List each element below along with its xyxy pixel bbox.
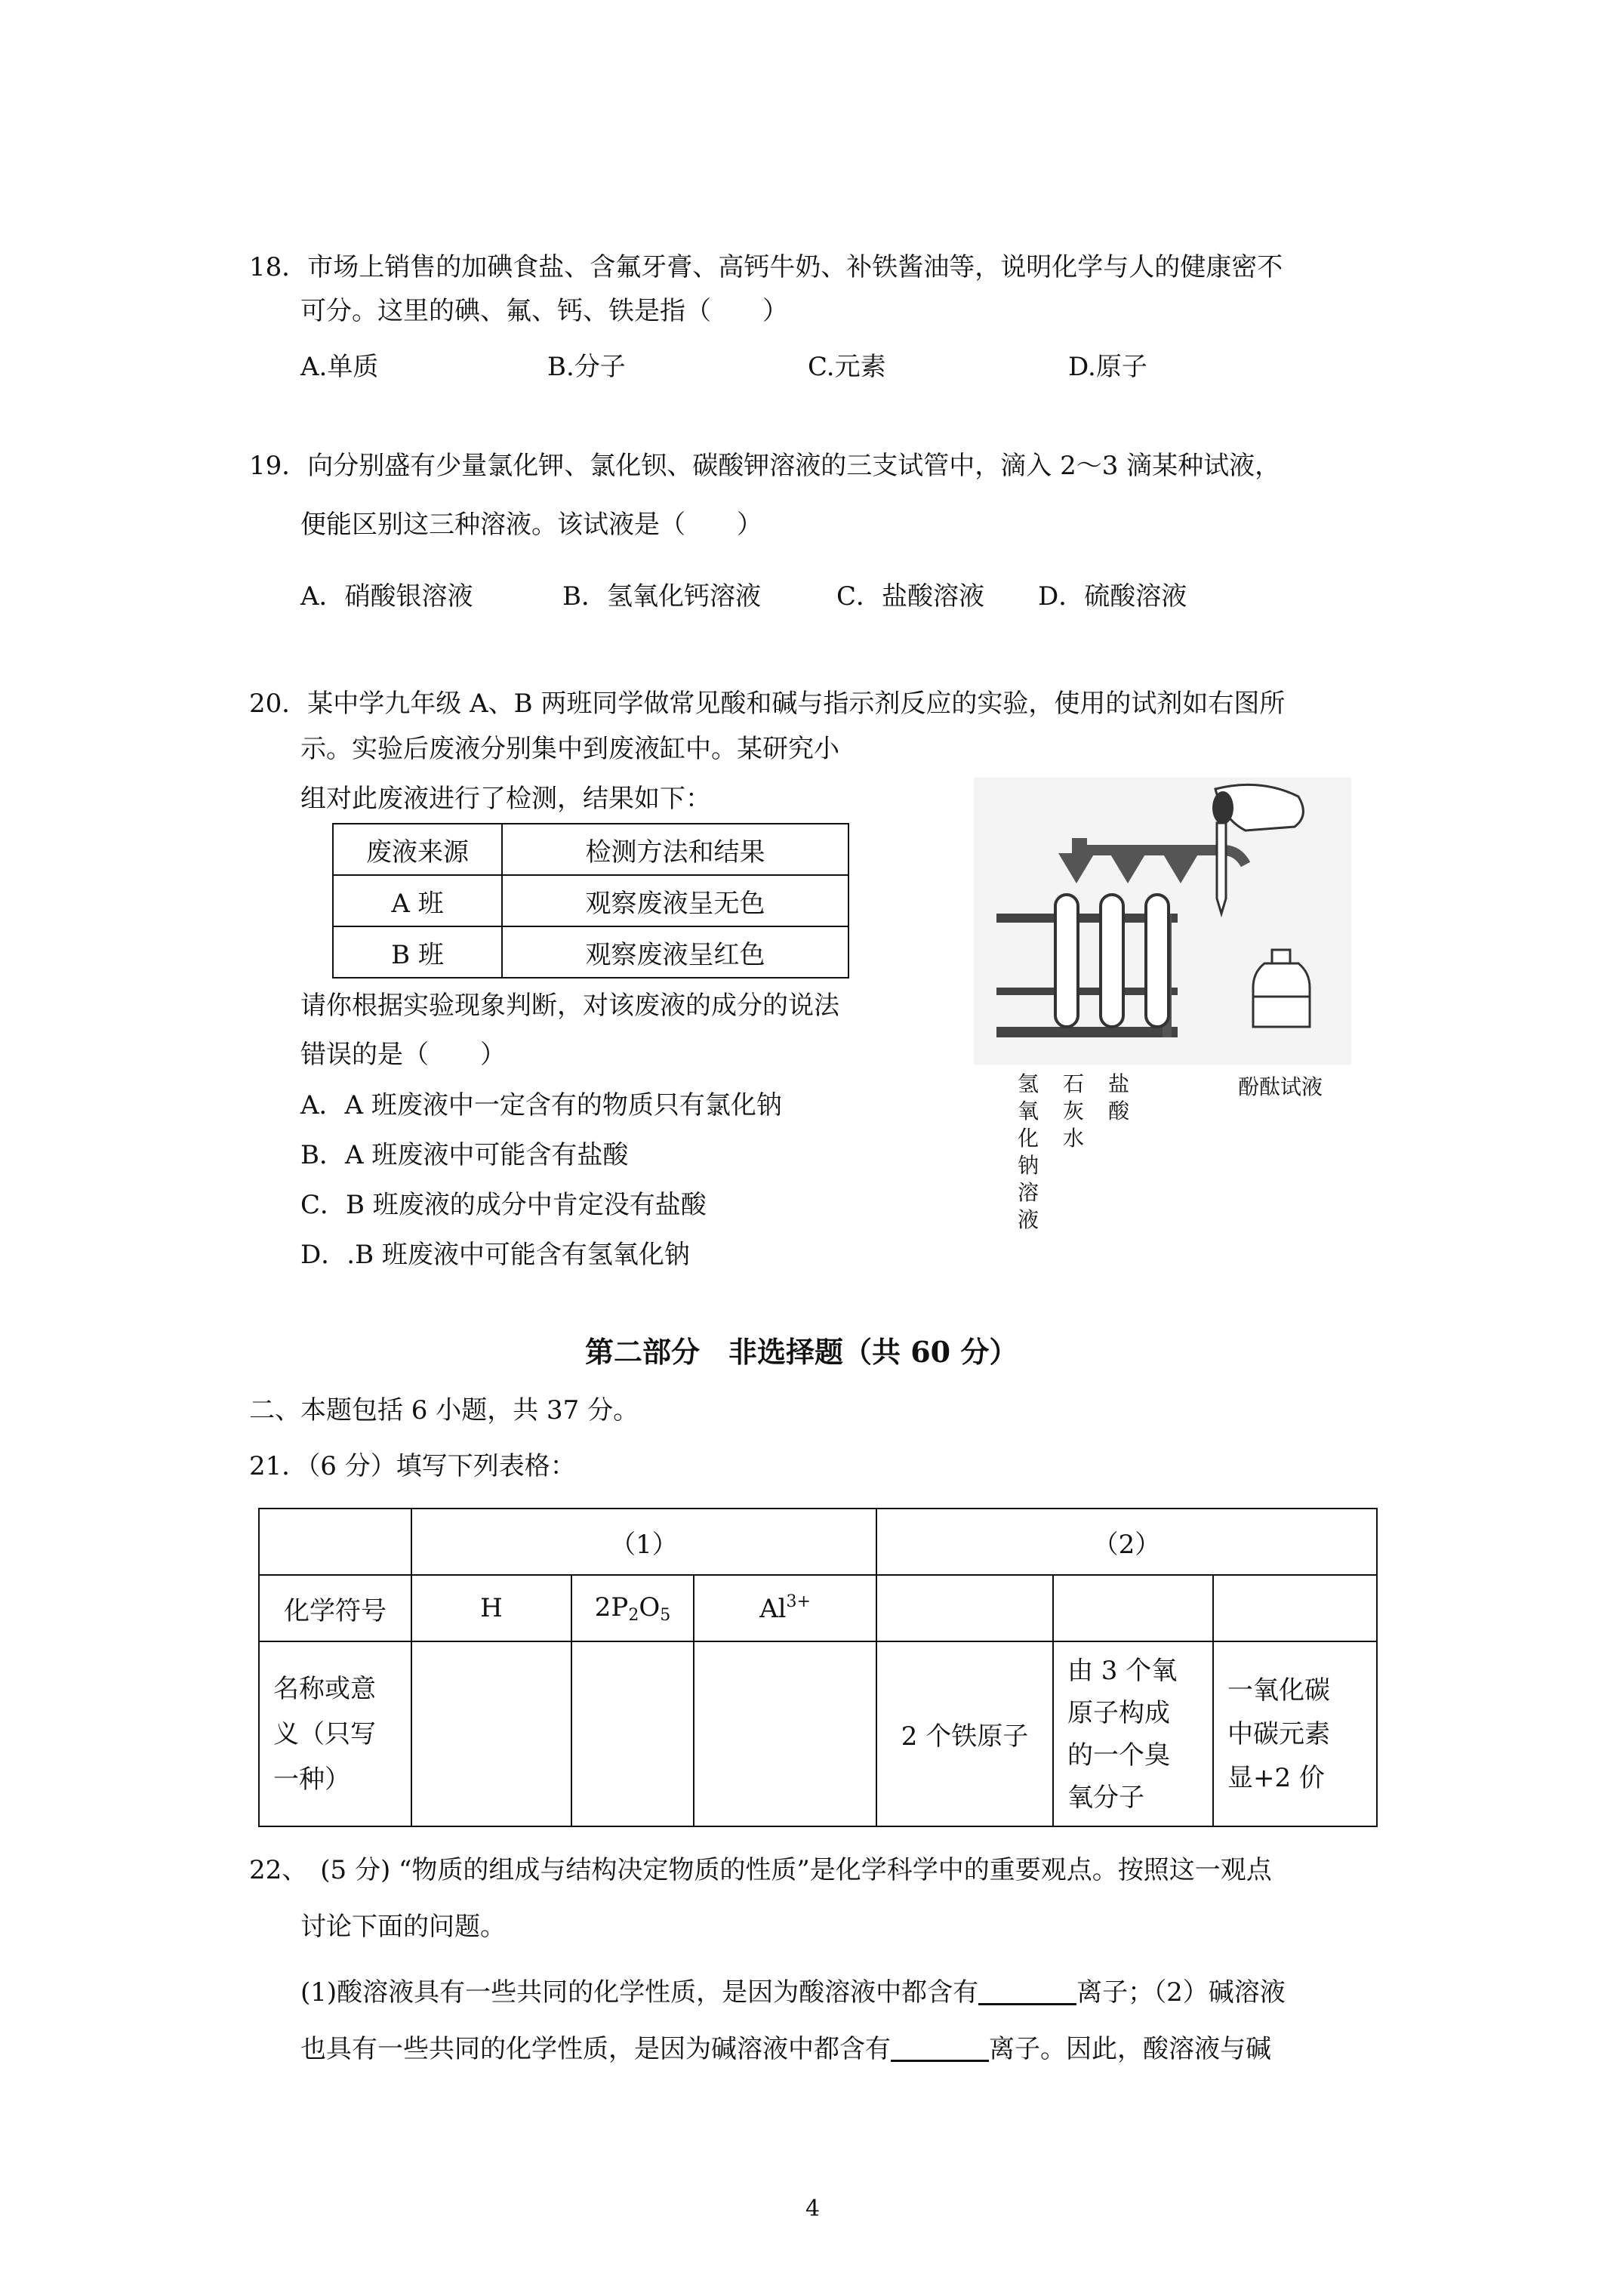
q22-line1: 22、 (5 分) “物质的组成与结构决定物质的性质”是化学科学中的重要观点。按照这一观点 xyxy=(249,1855,1272,1885)
q21-meaning-o3: 由 3 个氧 原子构成 的一个臭 氧分子 xyxy=(1053,1641,1213,1826)
q21-blank-o3[interactable] xyxy=(1053,1575,1213,1641)
q18-option-c: C.元素 xyxy=(808,352,886,382)
test-tube-3 xyxy=(1146,895,1169,1027)
test-tube-1 xyxy=(1055,895,1078,1027)
q21-blank-co[interactable] xyxy=(1213,1575,1377,1641)
table-cell-a-class: A 班 xyxy=(333,875,502,926)
q21-table xyxy=(258,1508,1378,1827)
q21-group-1: （1） xyxy=(411,1509,876,1575)
q20-line3: 组对此废液进行了检测，结果如下： xyxy=(300,784,711,814)
table-cell-b-result: 观察废液呈红色 xyxy=(502,926,848,978)
q19-option-a: A．硝酸银溶液 xyxy=(300,581,473,612)
q20-option-c: C．B 班废液的成分中肯定没有盐酸 xyxy=(300,1190,707,1220)
q21-empty-corner xyxy=(259,1509,411,1575)
q18-option-a: A.单质 xyxy=(300,352,379,382)
q20-results-table xyxy=(332,823,849,978)
q21-blank-al-meaning[interactable] xyxy=(694,1641,876,1826)
q21-symbol-p2o5: $2P_2O_5$ xyxy=(571,1575,694,1641)
tube3-label: 盐 酸 xyxy=(1107,1071,1129,1123)
tube1-label: 氢 氧 化 钠 溶 液 xyxy=(1017,1071,1039,1232)
q20-line4: 请你根据实验现象判断，对该废液的成分的说法 xyxy=(300,991,839,1021)
q22-line3: (1)酸溶液具有一些共同的化学性质，是因为酸溶液中都含有 离子；（2）碱溶液 xyxy=(300,1974,1286,2009)
q20-line2: 示。实验后废液分别集中到废液缸中。某研究小 xyxy=(300,734,839,764)
q18-option-b: B.分子 xyxy=(547,352,626,382)
q19-option-b: B．氢氧化钙溶液 xyxy=(562,581,761,612)
dropper-icon xyxy=(1217,823,1226,914)
q22-blank-1[interactable] xyxy=(978,1974,1076,2005)
q19-line1: 19．向分别盛有少量氯化钾、氯化钡、碳酸钾溶液的三支试管中，滴入 2～3 滴某种试液， xyxy=(249,451,1281,481)
bottle-label: 酚酞试液 xyxy=(1238,1074,1323,1099)
q18-option-d: D.原子 xyxy=(1068,352,1147,382)
dropper-bulb-icon xyxy=(1212,791,1233,824)
q20-line5: 错误的是（ ） xyxy=(300,1040,506,1070)
q21-symbol-h: H xyxy=(411,1575,571,1641)
q22-blank-2[interactable] xyxy=(891,2031,989,2062)
q21-group-2: （2） xyxy=(876,1509,1377,1575)
q21-blank-fe[interactable] xyxy=(876,1575,1053,1641)
test-tube-rack-figure xyxy=(974,778,1351,1065)
q21-row1-label: 化学符号 xyxy=(259,1575,411,1641)
q18-line1: 18．市场上销售的加碘食盐、含氟牙膏、高钙牛奶、补铁酱油等，说明化学与人的健康密不 xyxy=(249,252,1283,282)
q21-row2-label: 名称或意 义（只写 一种） xyxy=(259,1641,411,1826)
q19-option-d: D．硫酸溶液 xyxy=(1038,581,1187,612)
tube2-label: 石 灰 水 xyxy=(1062,1071,1084,1151)
q21-intro: 21．（6 分）填写下列表格： xyxy=(249,1451,576,1481)
q21-meaning-co: 一氧化碳 中碳元素 显+2 价 xyxy=(1213,1641,1377,1826)
part2-title: 第二部分 非选择题（共 60 分） xyxy=(585,1335,1018,1369)
table-cell-a-result: 观察废液呈无色 xyxy=(502,875,848,926)
q20-option-a: A．A 班废液中一定含有的物质只有氯化钠 xyxy=(300,1090,782,1120)
q20-option-d: D．.B 班废液中可能含有氢氧化钠 xyxy=(300,1240,690,1270)
q21-blank-h-meaning[interactable] xyxy=(411,1641,571,1826)
q19-line2: 便能区别这三种溶液。该试液是（ ） xyxy=(300,510,762,540)
q21-symbol-al3: $Al^{3+}$ xyxy=(694,1575,876,1641)
section-2-intro: 二、本题包括 6 小题，共 37 分。 xyxy=(249,1395,639,1425)
table-header-method: 检测方法和结果 xyxy=(502,824,848,875)
page-number: 4 xyxy=(805,2196,821,2222)
q21-blank-p2o5-meaning[interactable] xyxy=(571,1641,694,1826)
q22-line4: 也具有一些共同的化学性质，是因为碱溶液中都含有 离子。因此，酸溶液与碱 xyxy=(300,2031,1271,2066)
test-tube-2 xyxy=(1101,895,1123,1027)
table-cell-b-class: B 班 xyxy=(333,926,502,978)
q22-line2: 讨论下面的问题。 xyxy=(300,1912,506,1942)
table-header-source: 废液来源 xyxy=(333,824,502,875)
q20-option-b: B．A 班废液中可能含有盐酸 xyxy=(300,1140,629,1170)
q19-option-c: C．盐酸溶液 xyxy=(836,581,985,612)
q20-line1: 20．某中学九年级 A、B 两班同学做常见酸和碱与指示剂反应的实验，使用的试剂如右图所 xyxy=(249,689,1286,719)
q21-meaning-fe: 2 个铁原子 xyxy=(876,1641,1053,1826)
q18-line2: 可分。这里的碘、氟、钙、铁是指（ ） xyxy=(300,296,788,326)
